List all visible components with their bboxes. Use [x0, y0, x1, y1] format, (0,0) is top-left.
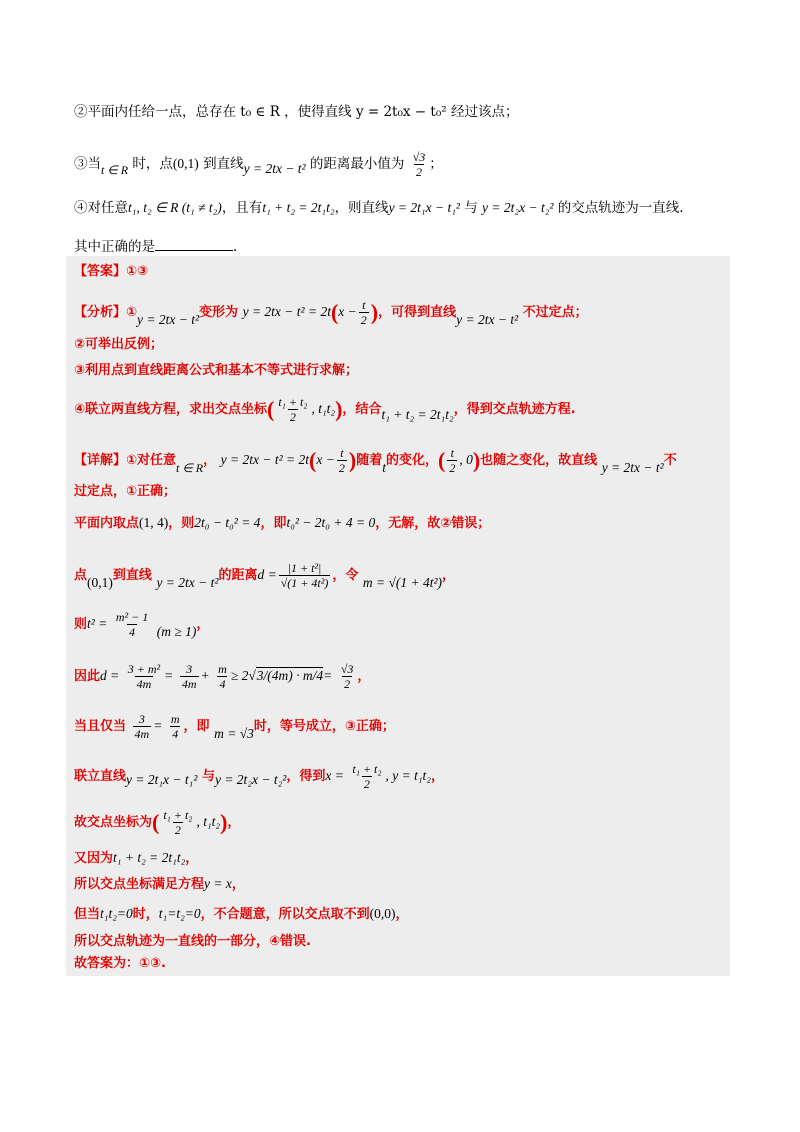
- detail-line-2: 过定点，①正确；: [74, 484, 177, 499]
- analysis-point-2: ②可举出反例；: [74, 337, 164, 352]
- answer-label: 【答案】①③: [74, 264, 149, 279]
- detail-line-5: 则t² = $\frac{\text{m² − 1}}{4}$ (m ≥ 1)，: [74, 610, 210, 639]
- analysis-point-4: ④联立两直线方程，求出交点坐标( $\frac{\text{t₁ + t₂}}{2}$ , t₁t₂)，结合t₁ + t₂ = 2t₁t₂，得到交点轨迹方程.: [74, 395, 576, 424]
- answer-blank: [155, 236, 233, 251]
- detail-line-3: 平面内取点(1, 4)，则2t₀ − t₀² = 4，即t₀² − 2t₀ + 4 = 0，无解，故②错误；: [74, 515, 491, 531]
- detail-line-8: 联立直线y = 2t₁x − t₁² 与y = 2t₂x − t₂²，得到x = $\frac{\text{t₁ + t₂}}{2}$ , y = t₁t₂，: [74, 762, 444, 791]
- detail-line-14: 故答案为：①③.: [74, 956, 166, 971]
- detail-line-6: 因此d = $\frac{\text{3 + m²}}{4m}$ = $\frac{3}{4m}$ + $\frac{m}{4}$ ≥ 2√3/(4m) · m/4= $\frac{√3}{2}$ ，: [74, 662, 371, 691]
- detail-line-12: 但当t₁t₂=0时，t₁=t₂=0，不合题意，所以交点取不到(0,0)，: [74, 906, 409, 922]
- analysis-point-1: 【分析】①y = 2tx − t²变形为 y = 2tx − t² = 2t(x − $\frac{t}{2}$ )，可得到直线y = 2tx − t² 不过定点；: [74, 298, 588, 327]
- detail-line-13: 所以交点轨迹为一直线的一部分，④错误.: [74, 934, 311, 949]
- min-distance-fraction: $\frac{√3}{2}$: [412, 150, 426, 179]
- detail-line-4: 点(0,1)到直线 y = 2tx − t²的距离d = $\frac{\text{|1 + t²|}}{\text{√(1 + 4t²)}}$ ，令 m = √(1 + 4t²)，: [74, 561, 456, 590]
- question-item-2: ②平面内任给一点，总存在 t₀ ∈ R ，使得直线 y = 2t₀x − t₀² 经过该点；: [74, 104, 519, 120]
- question-item-4: ④对任意t₁, t₂ ∈ R (t₁ ≠ t₂)，且有t₁ + t₂ = 2t₁t₂，则直线y = 2t₁x − t₁² 与 y = 2t₂x − t₂² 的交点轨迹为一直线.: [74, 200, 684, 216]
- question-item-3: ③当t ∈ R 时，点(0,1) 到直线y = 2tx − t² 的距离最小值为 $\frac{√3}{2}$ ；: [74, 150, 443, 179]
- detail-line-11: 所以交点坐标满足方程y = x，: [74, 876, 245, 892]
- analysis-point-3: ③利用点到直线距离公式和基本不等式进行求解；: [74, 363, 359, 378]
- detail-line-1: 【详解】①对任意t ∈ R， y = 2tx − t² = 2t(x − $\frac{t}{2}$ )随着t的变化，( $\frac{t}{2}$ , 0)也随之变化，故直线 y = 2tx − t²不: [74, 446, 677, 475]
- detail-line-7: 当且仅当 $\frac{3}{4m}$ = $\frac{m}{4}$ ，即 m = √3时，等号成立，③正确；: [74, 712, 395, 741]
- question-prompt: 其中正确的是 .: [74, 236, 237, 257]
- detail-line-10: 又因为t₁ + t₂ = 2t₁t₂，: [74, 850, 199, 866]
- detail-line-9: 故交点坐标为( $\frac{\text{t₁ + t₂}}{2}$ , t₁t₂)，: [74, 808, 241, 837]
